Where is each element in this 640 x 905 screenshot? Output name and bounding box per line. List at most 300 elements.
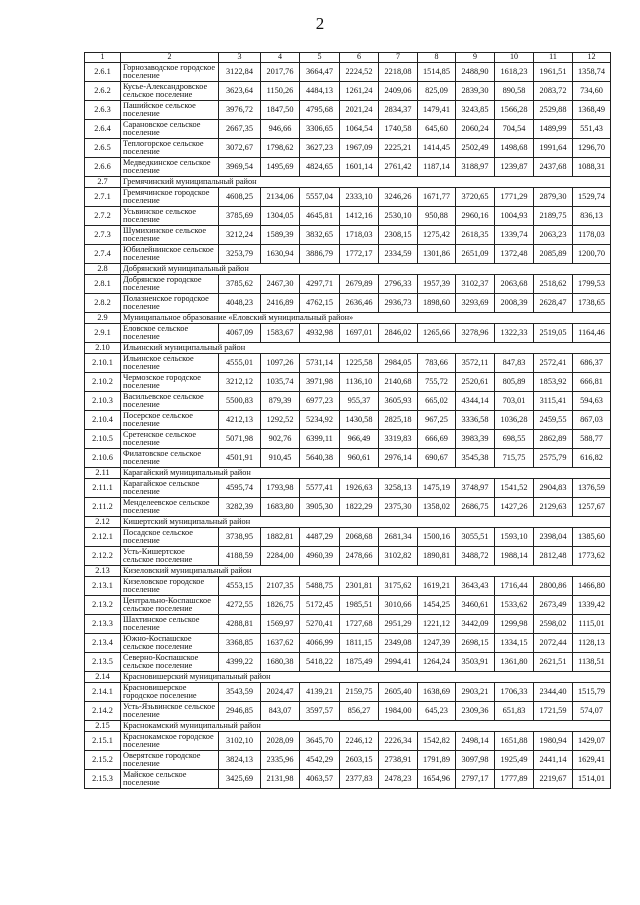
row-name: Сретенское сельское поселение xyxy=(121,430,219,449)
value-cell: 2800,86 xyxy=(534,577,573,596)
value-cell: 1925,49 xyxy=(495,751,534,770)
value-cell: 1427,26 xyxy=(495,498,534,517)
value-cell: 2226,34 xyxy=(379,732,418,751)
value-cell: 3102,37 xyxy=(456,275,495,294)
value-cell: 1593,10 xyxy=(495,528,534,547)
value-cell: 2994,41 xyxy=(379,653,418,672)
value-cell: 4487,29 xyxy=(300,528,340,547)
value-cell: 1961,51 xyxy=(534,63,573,82)
value-cell: 1514,01 xyxy=(573,770,611,789)
value-cell: 2225,21 xyxy=(379,139,418,158)
row-code: 2.7.2 xyxy=(85,207,121,226)
value-cell: 3543,59 xyxy=(219,683,261,702)
value-cell: 2409,06 xyxy=(379,82,418,101)
value-cell: 2946,85 xyxy=(219,702,261,721)
value-cell: 1793,98 xyxy=(261,479,300,498)
section-row xyxy=(85,313,611,324)
value-cell: 4501,91 xyxy=(219,449,261,468)
value-cell: 1239,87 xyxy=(495,158,534,177)
value-cell: 2334,59 xyxy=(379,245,418,264)
section-code: 2.15 xyxy=(85,721,121,732)
value-cell: 2681,34 xyxy=(379,528,418,547)
value-cell: 4288,81 xyxy=(219,615,261,634)
value-cell: 3282,39 xyxy=(219,498,261,517)
table-body xyxy=(85,53,611,789)
value-cell: 1430,58 xyxy=(340,411,379,430)
value-cell: 2498,14 xyxy=(456,732,495,751)
value-cell: 645,60 xyxy=(418,120,456,139)
row-name: Посерское сельское поселение xyxy=(121,411,219,430)
row-code: 2.6.1 xyxy=(85,63,121,82)
value-cell: 3545,38 xyxy=(456,449,495,468)
value-cell: 2308,15 xyxy=(379,226,418,245)
value-cell: 2976,14 xyxy=(379,449,418,468)
row-code: 2.11.2 xyxy=(85,498,121,517)
value-cell: 2377,83 xyxy=(340,770,379,789)
section-code: 2.7 xyxy=(85,177,121,188)
value-cell: 1322,33 xyxy=(495,324,534,343)
value-cell: 704,54 xyxy=(495,120,534,139)
value-cell: 836,13 xyxy=(573,207,611,226)
row-name: Северно-Коспашское сельское поселение xyxy=(121,653,219,672)
section-code: 2.14 xyxy=(85,672,121,683)
value-cell: 2628,47 xyxy=(534,294,573,313)
value-cell: 910,45 xyxy=(261,449,300,468)
value-cell: 1150,26 xyxy=(261,82,300,101)
value-cell: 1618,23 xyxy=(495,63,534,82)
value-cell: 1514,85 xyxy=(418,63,456,82)
value-cell: 4272,55 xyxy=(219,596,261,615)
row-name: Шумихинское сельское поселение xyxy=(121,226,219,245)
row-code: 2.10.2 xyxy=(85,373,121,392)
value-cell: 1798,62 xyxy=(261,139,300,158)
value-cell: 1601,14 xyxy=(340,158,379,177)
header-cell: 3 xyxy=(219,53,261,63)
value-cell: 3188,97 xyxy=(456,158,495,177)
value-cell: 2478,66 xyxy=(340,547,379,566)
table-row xyxy=(85,63,611,82)
header-cell: 4 xyxy=(261,53,300,63)
header-cell: 7 xyxy=(379,53,418,63)
section-code: 2.8 xyxy=(85,264,121,275)
value-cell: 3720,65 xyxy=(456,188,495,207)
value-cell: 1376,59 xyxy=(573,479,611,498)
value-cell: 666,81 xyxy=(573,373,611,392)
value-cell: 1984,00 xyxy=(379,702,418,721)
value-cell: 1988,14 xyxy=(495,547,534,566)
value-cell: 966,49 xyxy=(340,430,379,449)
value-cell: 3785,69 xyxy=(219,207,261,226)
value-cell: 1980,94 xyxy=(534,732,573,751)
value-cell: 2698,15 xyxy=(456,634,495,653)
value-cell: 1004,93 xyxy=(495,207,534,226)
value-cell: 1890,81 xyxy=(418,547,456,566)
value-cell: 4542,29 xyxy=(300,751,340,770)
row-code: 2.12.1 xyxy=(85,528,121,547)
table-row xyxy=(85,702,611,721)
value-cell: 3503,91 xyxy=(456,653,495,672)
value-cell: 1164,46 xyxy=(573,324,611,343)
row-code: 2.7.3 xyxy=(85,226,121,245)
value-cell: 3785,62 xyxy=(219,275,261,294)
value-cell: 1853,92 xyxy=(534,373,573,392)
value-cell: 3623,64 xyxy=(219,82,261,101)
value-cell: 1299,98 xyxy=(495,615,534,634)
value-cell: 1064,54 xyxy=(340,120,379,139)
value-cell: 1495,69 xyxy=(261,158,300,177)
value-cell: 2107,35 xyxy=(261,577,300,596)
row-code: 2.6.3 xyxy=(85,101,121,120)
value-cell: 5488,75 xyxy=(300,577,340,596)
value-cell: 2812,48 xyxy=(534,547,573,566)
section-row xyxy=(85,343,611,354)
value-cell: 2673,49 xyxy=(534,596,573,615)
value-cell: 1882,81 xyxy=(261,528,300,547)
value-cell: 4645,81 xyxy=(300,207,340,226)
value-cell: 1738,65 xyxy=(573,294,611,313)
section-code: 2.9 xyxy=(85,313,121,324)
value-cell: 1777,89 xyxy=(495,770,534,789)
value-cell: 2797,17 xyxy=(456,770,495,789)
table-row xyxy=(85,430,611,449)
value-cell: 1036,28 xyxy=(495,411,534,430)
value-cell: 1967,09 xyxy=(340,139,379,158)
header-row xyxy=(85,53,611,63)
value-cell: 1515,79 xyxy=(573,683,611,702)
section-code: 2.13 xyxy=(85,566,121,577)
row-name: Усть-Кишертское сельское поселение xyxy=(121,547,219,566)
value-cell: 1772,17 xyxy=(340,245,379,264)
section-title: Кизеловский муниципальный район xyxy=(121,566,611,577)
value-cell: 867,03 xyxy=(573,411,611,430)
value-cell: 1372,48 xyxy=(495,245,534,264)
table-row xyxy=(85,732,611,751)
row-code: 2.13.1 xyxy=(85,577,121,596)
row-name: Сарановское сельское поселение xyxy=(121,120,219,139)
value-cell: 4960,39 xyxy=(300,547,340,566)
value-cell: 2284,00 xyxy=(261,547,300,566)
table-row xyxy=(85,101,611,120)
value-cell: 4067,09 xyxy=(219,324,261,343)
value-cell: 825,09 xyxy=(418,82,456,101)
row-name: Юбилейнинское сельское поселение xyxy=(121,245,219,264)
value-cell: 2846,02 xyxy=(379,324,418,343)
table-row xyxy=(85,498,611,517)
section-title: Красновишерский муниципальный район xyxy=(121,672,611,683)
value-cell: 1097,26 xyxy=(261,354,300,373)
table-row xyxy=(85,245,611,264)
value-cell: 2224,52 xyxy=(340,63,379,82)
value-cell: 4188,59 xyxy=(219,547,261,566)
value-cell: 4063,57 xyxy=(300,770,340,789)
value-cell: 4595,74 xyxy=(219,479,261,498)
row-name: Пашийское сельское поселение xyxy=(121,101,219,120)
value-cell: 3832,65 xyxy=(300,226,340,245)
value-cell: 2063,68 xyxy=(495,275,534,294)
table-row xyxy=(85,528,611,547)
value-cell: 1583,67 xyxy=(261,324,300,343)
table-row xyxy=(85,634,611,653)
value-cell: 2651,09 xyxy=(456,245,495,264)
value-cell: 960,61 xyxy=(340,449,379,468)
row-code: 2.8.1 xyxy=(85,275,121,294)
value-cell: 1385,60 xyxy=(573,528,611,547)
row-code: 2.13.3 xyxy=(85,615,121,634)
value-cell: 2134,06 xyxy=(261,188,300,207)
table-row xyxy=(85,479,611,498)
value-cell: 1221,12 xyxy=(418,615,456,634)
value-cell: 1533,62 xyxy=(495,596,534,615)
value-cell: 551,43 xyxy=(573,120,611,139)
row-code: 2.8.2 xyxy=(85,294,121,313)
section-row xyxy=(85,177,611,188)
value-cell: 4066,99 xyxy=(300,634,340,653)
value-cell: 3336,58 xyxy=(456,411,495,430)
value-cell: 594,63 xyxy=(573,392,611,411)
value-cell: 4555,01 xyxy=(219,354,261,373)
value-cell: 2083,72 xyxy=(534,82,573,101)
table-row xyxy=(85,158,611,177)
table-row xyxy=(85,294,611,313)
value-cell: 5270,41 xyxy=(300,615,340,634)
value-cell: 3886,79 xyxy=(300,245,340,264)
row-name: Краснокамское городское поселение xyxy=(121,732,219,751)
value-cell: 2060,24 xyxy=(456,120,495,139)
value-cell: 3278,96 xyxy=(456,324,495,343)
value-cell: 3246,26 xyxy=(379,188,418,207)
value-cell: 1466,80 xyxy=(573,577,611,596)
row-name: Теплогорское сельское поселение xyxy=(121,139,219,158)
value-cell: 2301,81 xyxy=(340,577,379,596)
value-cell: 1822,29 xyxy=(340,498,379,517)
value-cell: 2502,49 xyxy=(456,139,495,158)
value-cell: 1261,24 xyxy=(340,82,379,101)
section-row xyxy=(85,672,611,683)
table-row xyxy=(85,596,611,615)
value-cell: 1985,51 xyxy=(340,596,379,615)
value-cell: 715,75 xyxy=(495,449,534,468)
value-cell: 1358,74 xyxy=(573,63,611,82)
section-code: 2.11 xyxy=(85,468,121,479)
table-row xyxy=(85,226,611,245)
value-cell: 2667,35 xyxy=(219,120,261,139)
value-cell: 2879,30 xyxy=(534,188,573,207)
value-cell: 1811,15 xyxy=(340,634,379,653)
value-cell: 3597,57 xyxy=(300,702,340,721)
value-cell: 1296,70 xyxy=(573,139,611,158)
value-cell: 690,67 xyxy=(418,449,456,468)
value-cell: 1178,03 xyxy=(573,226,611,245)
table-row xyxy=(85,275,611,294)
value-cell: 3738,95 xyxy=(219,528,261,547)
section-title: Кишертский муниципальный район xyxy=(121,517,611,528)
table-row xyxy=(85,139,611,158)
value-cell: 3460,61 xyxy=(456,596,495,615)
value-cell: 1475,19 xyxy=(418,479,456,498)
row-code: 2.6.6 xyxy=(85,158,121,177)
value-cell: 2028,09 xyxy=(261,732,300,751)
row-name: Шахтинское сельское поселение xyxy=(121,615,219,634)
value-cell: 734,60 xyxy=(573,82,611,101)
value-cell: 2519,05 xyxy=(534,324,573,343)
value-cell: 1716,44 xyxy=(495,577,534,596)
row-name: Горнозаводское городское поселение xyxy=(121,63,219,82)
row-code: 2.13.2 xyxy=(85,596,121,615)
value-cell: 1638,69 xyxy=(418,683,456,702)
row-code: 2.6.5 xyxy=(85,139,121,158)
value-cell: 1257,67 xyxy=(573,498,611,517)
value-cell: 902,76 xyxy=(261,430,300,449)
value-cell: 3097,98 xyxy=(456,751,495,770)
row-code: 2.10.6 xyxy=(85,449,121,468)
value-cell: 1115,01 xyxy=(573,615,611,634)
value-cell: 1589,39 xyxy=(261,226,300,245)
value-cell: 1414,45 xyxy=(418,139,456,158)
value-cell: 1799,53 xyxy=(573,275,611,294)
value-cell: 2017,76 xyxy=(261,63,300,82)
value-cell: 6977,23 xyxy=(300,392,340,411)
value-cell: 1671,77 xyxy=(418,188,456,207)
value-cell: 4795,68 xyxy=(300,101,340,120)
value-cell: 616,82 xyxy=(573,449,611,468)
value-cell: 3010,66 xyxy=(379,596,418,615)
value-cell: 1275,42 xyxy=(418,226,456,245)
value-cell: 3258,13 xyxy=(379,479,418,498)
value-cell: 1088,31 xyxy=(573,158,611,177)
value-cell: 1498,68 xyxy=(495,139,534,158)
value-cell: 3905,30 xyxy=(300,498,340,517)
value-cell: 3983,39 xyxy=(456,430,495,449)
row-code: 2.10.5 xyxy=(85,430,121,449)
value-cell: 879,39 xyxy=(261,392,300,411)
table-row xyxy=(85,615,611,634)
value-cell: 3605,93 xyxy=(379,392,418,411)
value-cell: 2459,55 xyxy=(534,411,573,430)
value-cell: 2825,18 xyxy=(379,411,418,430)
row-code: 2.10.4 xyxy=(85,411,121,430)
value-cell: 1791,89 xyxy=(418,751,456,770)
value-cell: 1651,88 xyxy=(495,732,534,751)
value-cell: 2518,62 xyxy=(534,275,573,294)
header-cell: 12 xyxy=(573,53,611,63)
value-cell: 3253,79 xyxy=(219,245,261,264)
value-cell: 3645,70 xyxy=(300,732,340,751)
value-cell: 2529,88 xyxy=(534,101,573,120)
row-code: 2.15.1 xyxy=(85,732,121,751)
value-cell: 2904,83 xyxy=(534,479,573,498)
value-cell: 1991,64 xyxy=(534,139,573,158)
value-cell: 2375,30 xyxy=(379,498,418,517)
section-row xyxy=(85,517,611,528)
value-cell: 1680,38 xyxy=(261,653,300,672)
value-cell: 1542,82 xyxy=(418,732,456,751)
value-cell: 967,25 xyxy=(418,411,456,430)
value-cell: 4212,13 xyxy=(219,411,261,430)
value-cell: 1926,63 xyxy=(340,479,379,498)
row-code: 2.6.4 xyxy=(85,120,121,139)
value-cell: 1339,74 xyxy=(495,226,534,245)
row-name: Васильевское сельское поселение xyxy=(121,392,219,411)
value-cell: 1500,16 xyxy=(418,528,456,547)
row-name: Майское сельское поселение xyxy=(121,770,219,789)
row-code: 2.13.4 xyxy=(85,634,121,653)
value-cell: 1138,51 xyxy=(573,653,611,672)
value-cell: 2679,89 xyxy=(340,275,379,294)
section-code: 2.10 xyxy=(85,343,121,354)
table-row xyxy=(85,324,611,343)
table-row xyxy=(85,577,611,596)
value-cell: 3664,47 xyxy=(300,63,340,82)
value-cell: 5071,98 xyxy=(219,430,261,449)
value-cell: 1957,39 xyxy=(418,275,456,294)
value-cell: 4139,21 xyxy=(300,683,340,702)
value-cell: 2344,40 xyxy=(534,683,573,702)
value-cell: 2072,44 xyxy=(534,634,573,653)
row-name: Южно-Коспашское сельское поселение xyxy=(121,634,219,653)
value-cell: 2085,89 xyxy=(534,245,573,264)
value-cell: 4608,25 xyxy=(219,188,261,207)
header-cell: 5 xyxy=(300,53,340,63)
value-cell: 1339,42 xyxy=(573,596,611,615)
header-cell: 8 xyxy=(418,53,456,63)
value-cell: 2488,90 xyxy=(456,63,495,82)
value-cell: 3306,65 xyxy=(300,120,340,139)
value-cell: 3425,69 xyxy=(219,770,261,789)
value-cell: 3442,09 xyxy=(456,615,495,634)
section-row xyxy=(85,566,611,577)
value-cell: 950,88 xyxy=(418,207,456,226)
value-cell: 1187,14 xyxy=(418,158,456,177)
value-cell: 2636,46 xyxy=(340,294,379,313)
value-cell: 4762,15 xyxy=(300,294,340,313)
value-cell: 783,66 xyxy=(418,354,456,373)
row-code: 2.15.3 xyxy=(85,770,121,789)
value-cell: 1847,50 xyxy=(261,101,300,120)
header-cell: 9 xyxy=(456,53,495,63)
value-cell: 666,69 xyxy=(418,430,456,449)
value-cell: 2218,08 xyxy=(379,63,418,82)
value-cell: 1771,29 xyxy=(495,188,534,207)
value-cell: 2140,68 xyxy=(379,373,418,392)
row-code: 2.12.2 xyxy=(85,547,121,566)
row-name: Полазненское городское поселение xyxy=(121,294,219,313)
value-cell: 686,37 xyxy=(573,354,611,373)
row-name: Медведкинское сельское поселение xyxy=(121,158,219,177)
table-row xyxy=(85,354,611,373)
row-name: Еловское сельское поселение xyxy=(121,324,219,343)
row-code: 2.14.2 xyxy=(85,702,121,721)
value-cell: 1361,80 xyxy=(495,653,534,672)
section-row xyxy=(85,468,611,479)
row-name: Усть-Язьвинское сельское поселение xyxy=(121,702,219,721)
table-row xyxy=(85,82,611,101)
value-cell: 2618,35 xyxy=(456,226,495,245)
value-cell: 1541,52 xyxy=(495,479,534,498)
value-cell: 3243,85 xyxy=(456,101,495,120)
value-cell: 1898,60 xyxy=(418,294,456,313)
value-cell: 3212,12 xyxy=(219,373,261,392)
value-cell: 2021,24 xyxy=(340,101,379,120)
table-row xyxy=(85,683,611,702)
value-cell: 4048,23 xyxy=(219,294,261,313)
value-cell: 5234,92 xyxy=(300,411,340,430)
value-cell: 1429,07 xyxy=(573,732,611,751)
value-cell: 1479,41 xyxy=(418,101,456,120)
value-cell: 4932,98 xyxy=(300,324,340,343)
value-cell: 3175,62 xyxy=(379,577,418,596)
value-cell: 2246,12 xyxy=(340,732,379,751)
value-cell: 2960,16 xyxy=(456,207,495,226)
